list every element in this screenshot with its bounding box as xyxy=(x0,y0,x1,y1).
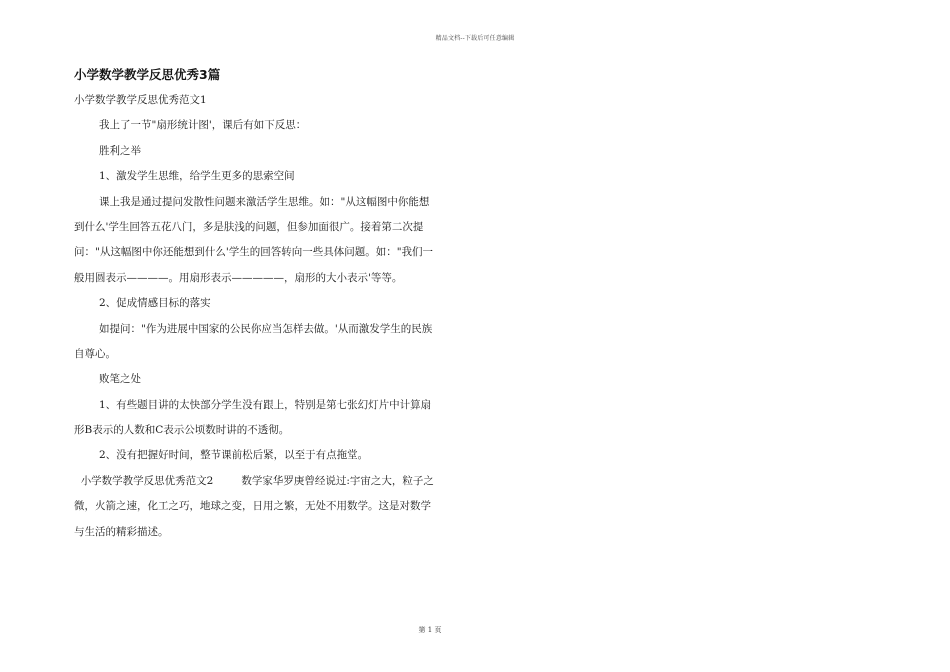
paragraph-line: 2、没有把握好时间，整节课前松后紧，以至于有点拖堂。 xyxy=(99,449,369,462)
document-body xyxy=(74,88,474,545)
paragraph-line: 课上我是通过提问发散性问题来激活学生思维。如："从这幅图中你能想 xyxy=(99,195,430,208)
sample2-first-text: 数学家华罗庚曾经说过:宇宙之大，粒子之 xyxy=(241,474,434,487)
paragraph-line: 般用圆表示————。用扇形表示—————，扇形的大小表示'等等。 xyxy=(74,271,403,284)
sample1-heading: 小学数学教学反思优秀范文1 xyxy=(74,94,207,106)
paragraph-line: 我上了一节"扇形统计图'，课后有如下反思： xyxy=(99,119,307,132)
paragraph-line: 与生活的精彩描述。 xyxy=(74,525,169,538)
section-heading-failure: 败笔之处 xyxy=(99,373,141,386)
paragraph-line: 2、促成情感目标的落实 xyxy=(99,297,211,310)
paragraph-line: 1、激发学生思维，给学生更多的思索空间 xyxy=(99,170,295,183)
paragraph-line: 自尊心。 xyxy=(74,347,116,360)
paragraph-line: 形B表示的人数和C表示公顷数时讲的不透彻。 xyxy=(74,424,290,437)
paragraph-line: 问："从这幅图中你还能想到什么'学生的回答转向一些具体问题。如："我们一 xyxy=(74,246,434,259)
sample2-line xyxy=(74,469,474,494)
page-number: 第 1 页 xyxy=(418,626,442,634)
document-title: 小学数学教学反思优秀3篇 xyxy=(74,67,221,82)
paragraph-line: 1、有些题目讲的太快部分学生没有跟上，特别是第七张幻灯片中计算扇 xyxy=(99,398,432,411)
header-note: 精品文档--下载后可任意编辑 xyxy=(435,35,515,42)
paragraph-line: 到什么'学生回答五花八门，多是肤浅的问题，但参加面很广。接着第二次提 xyxy=(74,220,424,233)
paragraph-line: 微，火箭之速，化工之巧，地球之变，日用之繁，无处不用数学。这是对数学 xyxy=(74,500,431,513)
paragraph-line: 如提问："作为进展中国家的公民你应当怎样去做。'从而激发学生的民族 xyxy=(99,322,433,335)
section-heading-success: 胜利之举 xyxy=(99,144,141,157)
sample2-heading: 小学数学教学反思优秀范文2 xyxy=(80,474,214,487)
